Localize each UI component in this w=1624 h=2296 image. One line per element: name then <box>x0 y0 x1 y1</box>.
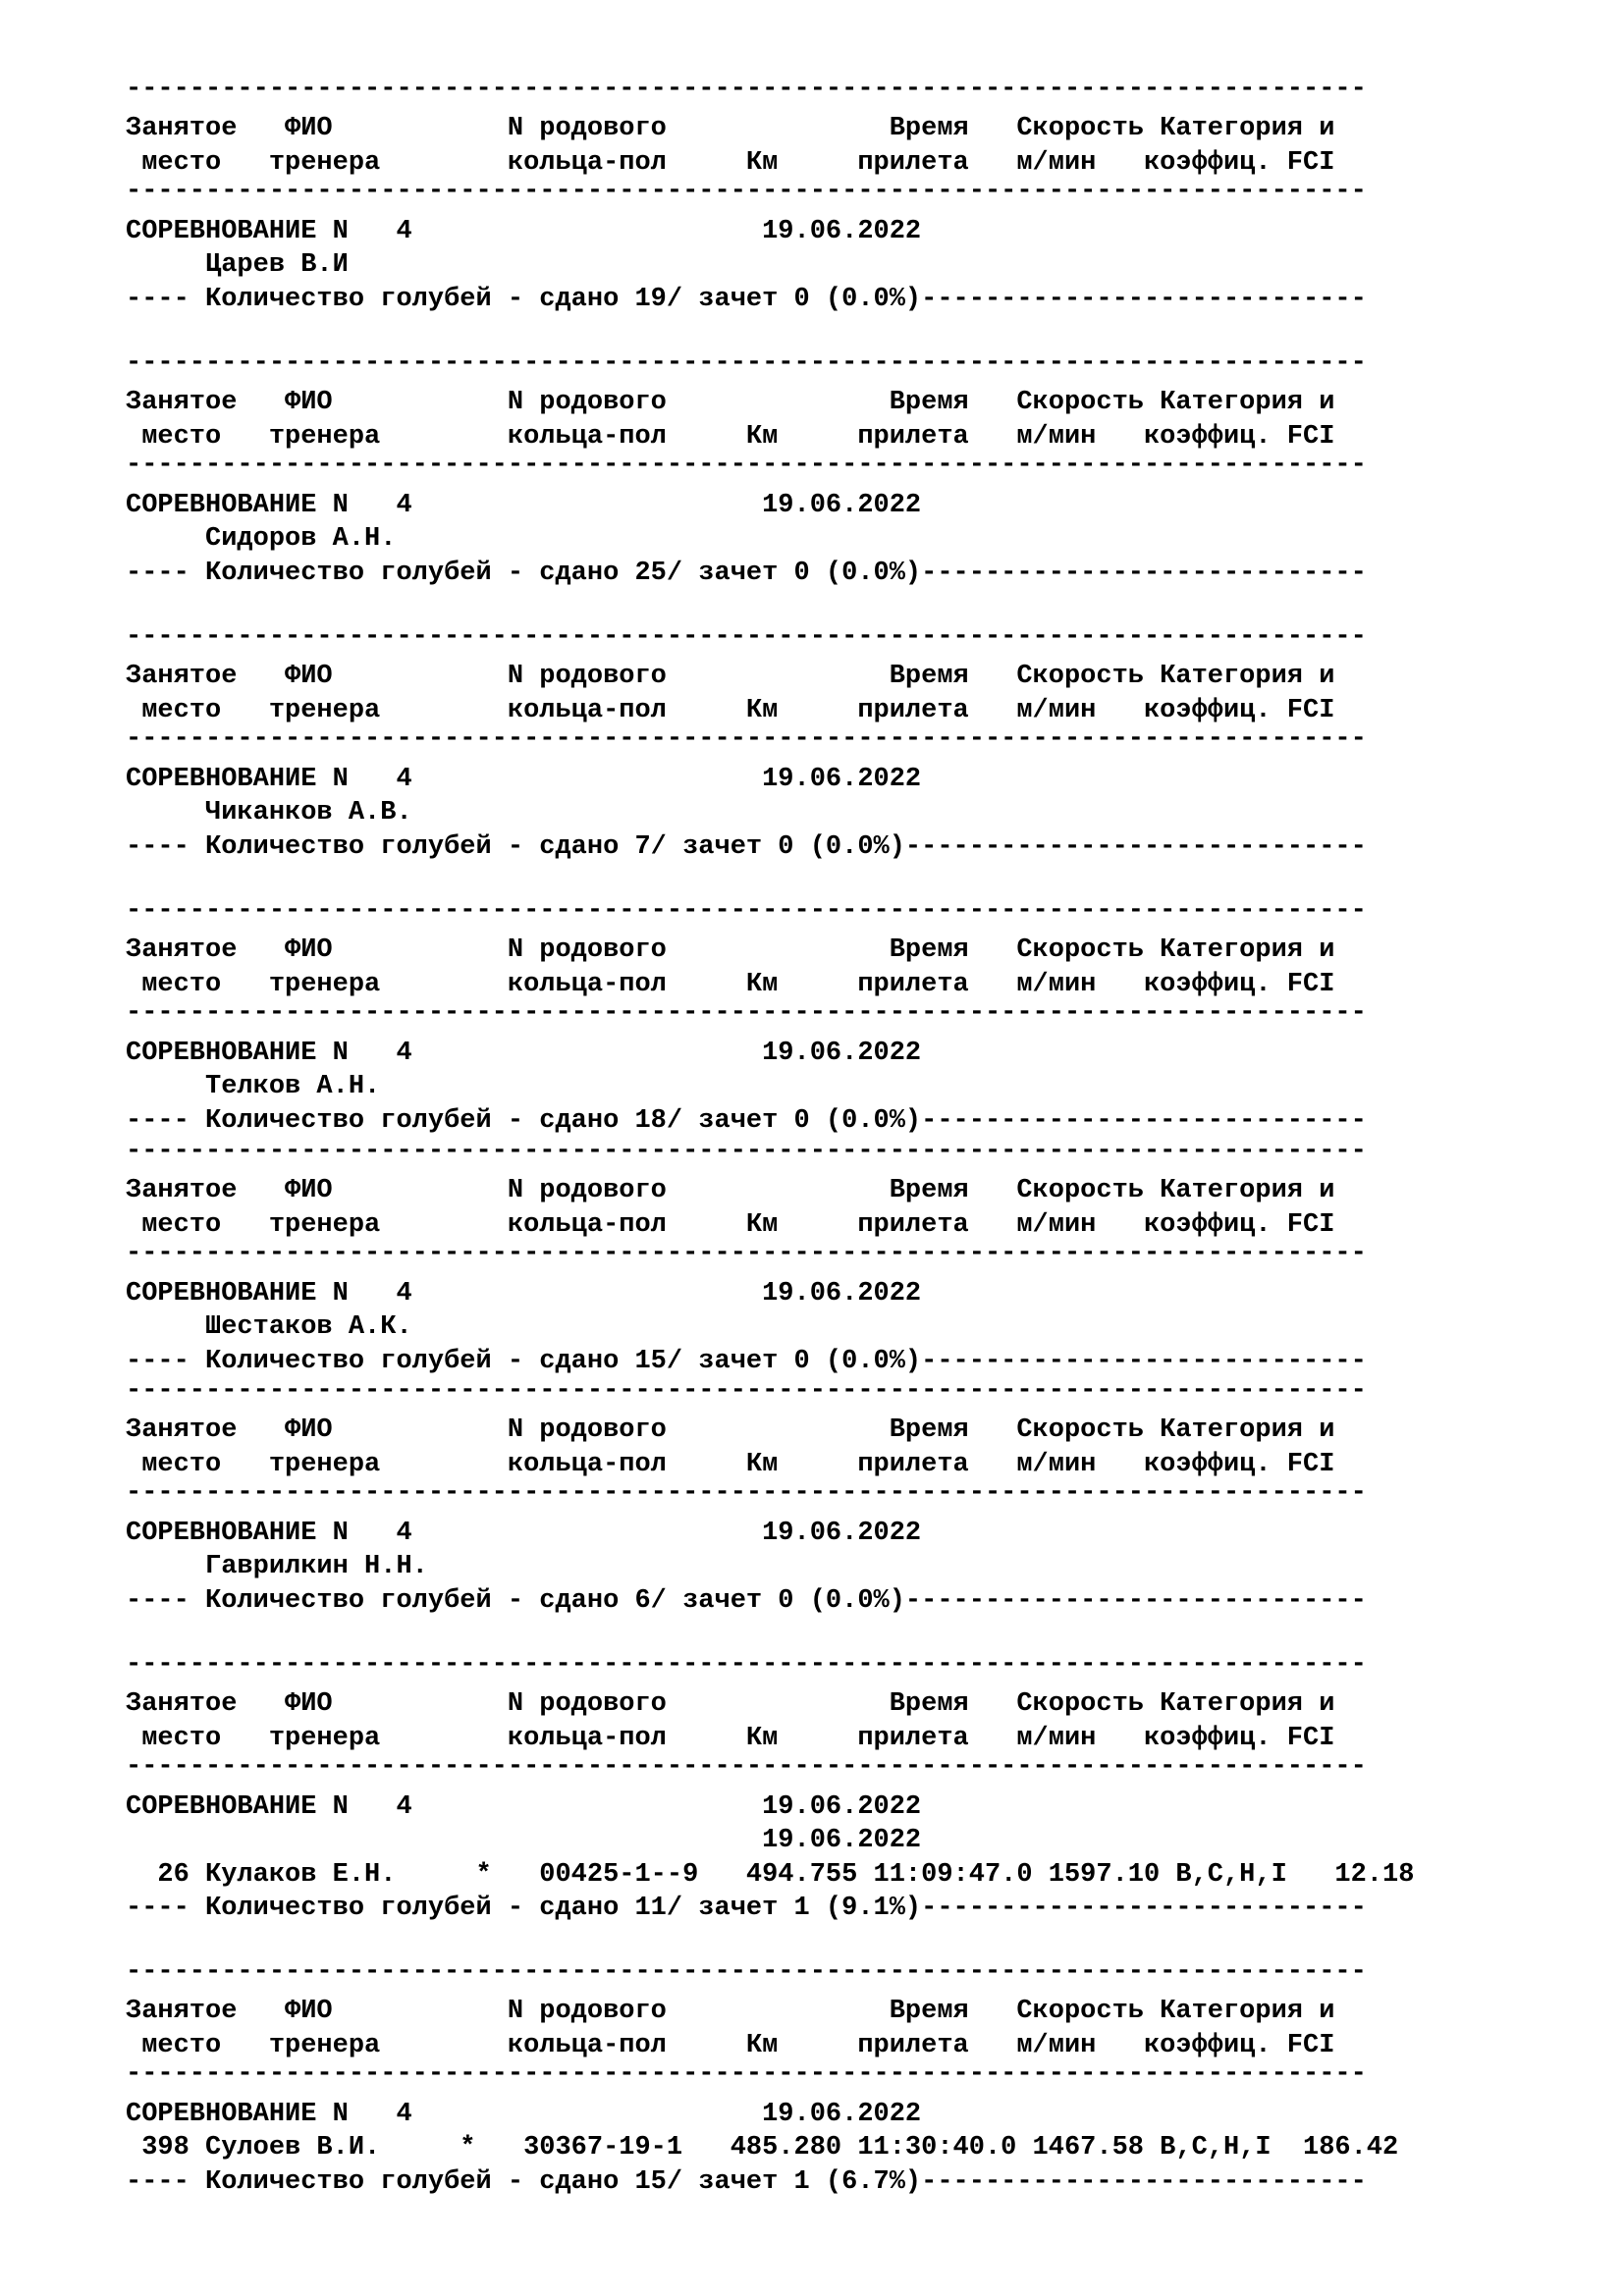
competition-line: СОРЕВНОВАНИЕ N 4 19.06.2022 <box>126 491 922 520</box>
column-header-line1: Занятое ФИО N родового Время Скорость Категория и <box>126 1997 1335 2026</box>
column-header-line1: Занятое ФИО N родового Время Скорость Категория и <box>126 114 1335 143</box>
rule-top: ------------------------------------------------------------------------------ <box>126 1650 1367 1680</box>
column-header-line2: место тренера кольца-пол Км прилета м/мин коэффиц. FCI <box>126 1210 1335 1240</box>
column-header-line1: Занятое ФИО N родового Время Скорость Категория и <box>126 388 1335 417</box>
trainer-name: Шестаков А.К. <box>126 1312 412 1342</box>
column-header-line1: Занятое ФИО N родового Время Скорость Категория и <box>126 1415 1335 1445</box>
trainer-name: Царев В.И <box>126 250 349 280</box>
rule-top: ------------------------------------------------------------------------------ <box>126 622 1367 652</box>
rule-mid: ------------------------------------------------------------------------------ <box>126 2059 1367 2089</box>
summary-line: ---- Количество голубей - сдано 18/ зачет 0 (0.0%)---------------------------- <box>126 1106 1367 1136</box>
column-header-line1: Занятое ФИО N родового Время Скорость Категория и <box>126 1689 1335 1719</box>
summary-line: ---- Количество голубей - сдано 15/ зачет 1 (6.7%)---------------------------- <box>126 2167 1367 2197</box>
result-row: 26 Кулаков Е.Н. * 00425-1--9 494.755 11:09:47.0 1597.10 B,C,H,I 12.18 <box>126 1860 1415 1890</box>
column-header-line2: место тренера кольца-пол Км прилета м/мин коэффиц. FCI <box>126 1724 1335 1753</box>
summary-line: ---- Количество голубей - сдано 7/ зачет 0 (0.0%)----------------------------- <box>126 832 1367 862</box>
summary-line: ---- Количество голубей - сдано 15/ зачет 0 (0.0%)---------------------------- <box>126 1347 1367 1376</box>
trainer-name: Телков А.Н. <box>126 1072 381 1101</box>
competition-line: СОРЕВНОВАНИЕ N 4 19.06.2022 <box>126 2100 922 2129</box>
rule-mid: ------------------------------------------------------------------------------ <box>126 177 1367 206</box>
competition-line: СОРЕВНОВАНИЕ N 4 19.06.2022 <box>126 765 922 794</box>
column-header-line2: место тренера кольца-пол Км прилета м/мин коэффиц. FCI <box>126 148 1335 178</box>
result-row: 398 Сулоев В.И. * 30367-19-1 485.280 11:30:40.0 1467.58 B,C,H,I 186.42 <box>126 2133 1399 2163</box>
summary-line: ---- Количество голубей - сдано 11/ зачет 1 (9.1%)---------------------------- <box>126 1894 1367 1923</box>
summary-line: ---- Количество голубей - сдано 19/ зачет 0 (0.0%)---------------------------- <box>126 285 1367 314</box>
summary-line: ---- Количество голубей - сдано 25/ зачет 0 (0.0%)---------------------------- <box>126 559 1367 588</box>
summary-line: ---- Количество голубей - сдано 6/ зачет 0 (0.0%)----------------------------- <box>126 1586 1367 1616</box>
rule-top: ------------------------------------------------------------------------------ <box>126 896 1367 926</box>
column-header-line2: место тренера кольца-пол Км прилета м/мин коэффиц. FCI <box>126 696 1335 725</box>
column-header-line2: место тренера кольца-пол Км прилета м/мин коэффиц. FCI <box>126 1450 1335 1479</box>
column-header-line1: Занятое ФИО N родового Время Скорость Категория и <box>126 935 1335 965</box>
rule-mid: ------------------------------------------------------------------------------ <box>126 1239 1367 1268</box>
rule-top: ------------------------------------------------------------------------------ <box>126 75 1367 104</box>
column-header-line1: Занятое ФИО N родового Время Скорость Категория и <box>126 662 1335 691</box>
rule-mid: ------------------------------------------------------------------------------ <box>126 998 1367 1028</box>
trainer-name: Сидоров А.Н. <box>126 524 397 554</box>
competition-line: СОРЕВНОВАНИЕ N 4 19.06.2022 <box>126 1279 922 1308</box>
competition-line: СОРЕВНОВАНИЕ N 4 19.06.2022 <box>126 1519 922 1548</box>
rule-mid: ------------------------------------------------------------------------------ <box>126 1752 1367 1782</box>
column-header-line1: Занятое ФИО N родового Время Скорость Категория и <box>126 1176 1335 1205</box>
column-header-line2: место тренера кольца-пол Км прилета м/мин коэффиц. FCI <box>126 2031 1335 2060</box>
competition-line: СОРЕВНОВАНИЕ N 4 19.06.2022 <box>126 217 922 246</box>
rule-mid: ------------------------------------------------------------------------------ <box>126 724 1367 754</box>
rule-top: ------------------------------------------------------------------------------ <box>126 1957 1367 1987</box>
column-header-line2: место тренера кольца-пол Км прилета м/мин коэффиц. FCI <box>126 970 1335 999</box>
column-header-line2: место тренера кольца-пол Км прилета м/мин коэффиц. FCI <box>126 422 1335 452</box>
competition-date-line: 19.06.2022 <box>126 1826 922 1855</box>
rule-top: ------------------------------------------------------------------------------ <box>126 1376 1367 1406</box>
trainer-name: Гаврилкин Н.Н. <box>126 1552 428 1581</box>
rule-top: ------------------------------------------------------------------------------ <box>126 348 1367 378</box>
rule-mid: ------------------------------------------------------------------------------ <box>126 1478 1367 1508</box>
rule-top: ------------------------------------------------------------------------------ <box>126 1137 1367 1166</box>
trainer-name: Чиканков А.В. <box>126 798 412 828</box>
rule-mid: ------------------------------------------------------------------------------ <box>126 451 1367 480</box>
competition-line: СОРЕВНОВАНИЕ N 4 19.06.2022 <box>126 1039 922 1068</box>
competition-line: СОРЕВНОВАНИЕ N 4 19.06.2022 <box>126 1792 922 1822</box>
